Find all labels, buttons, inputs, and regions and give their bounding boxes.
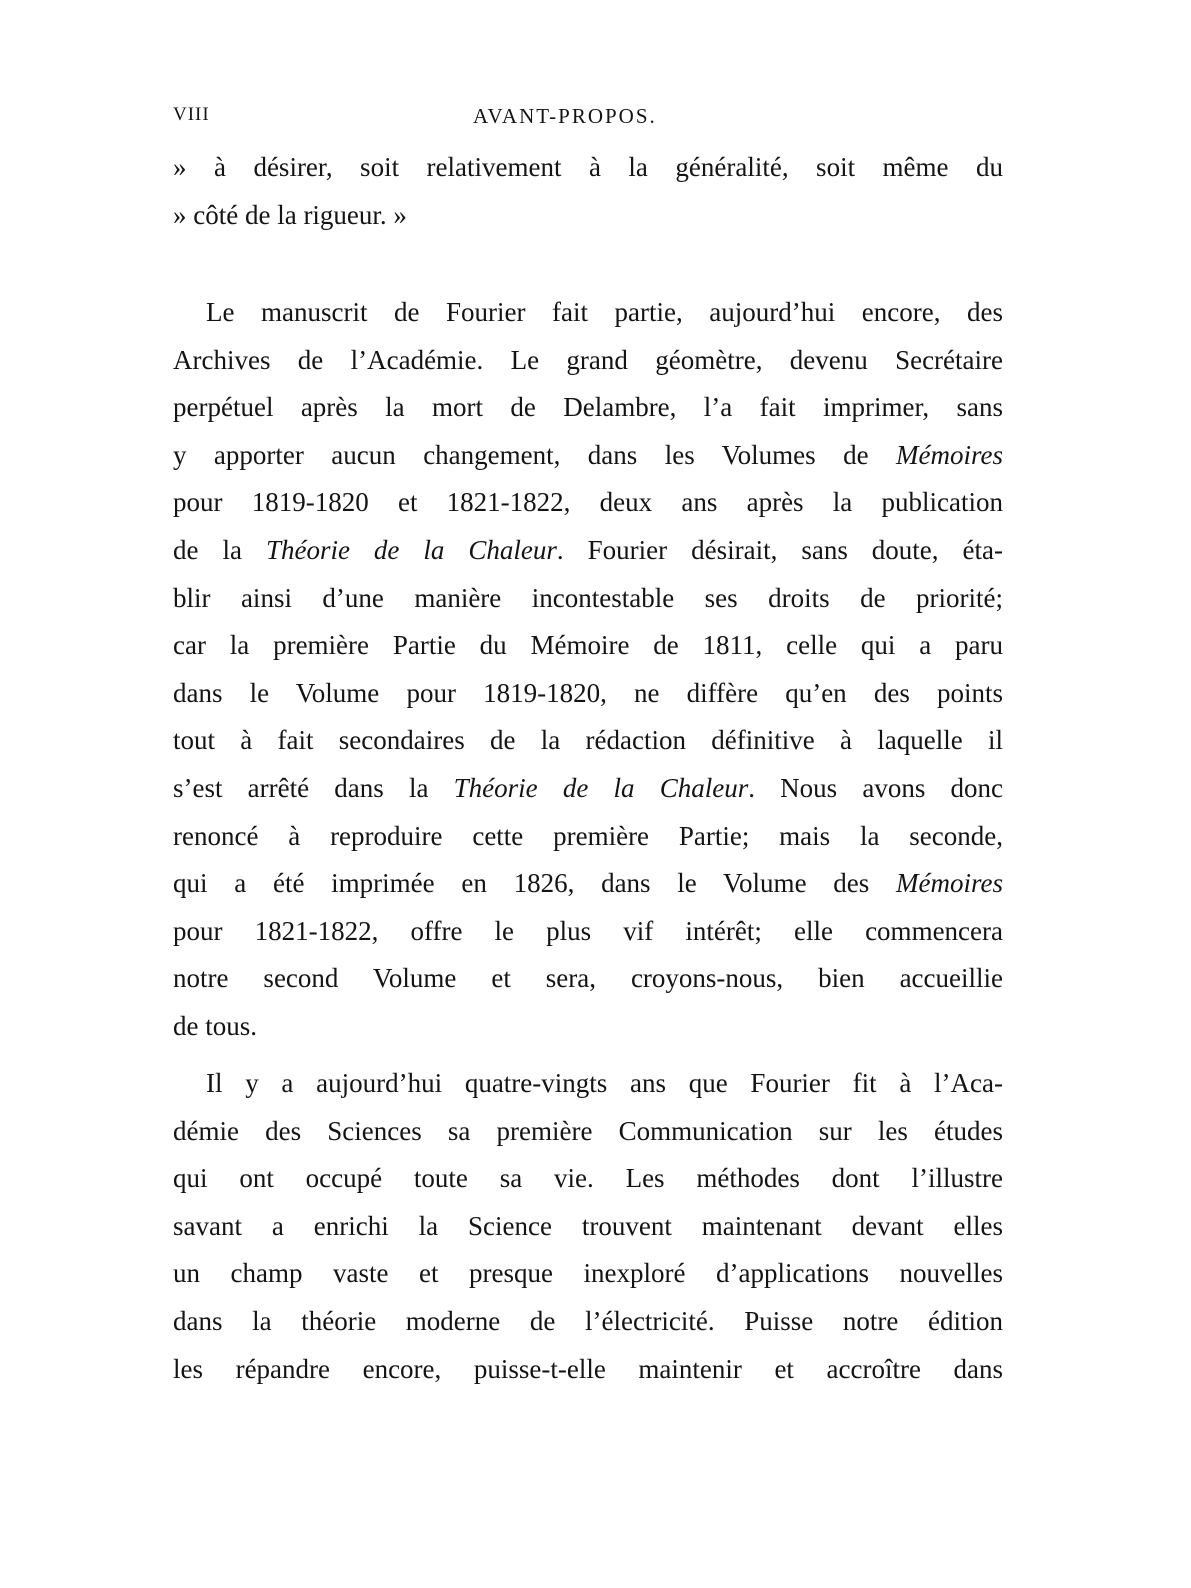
text-line <box>173 813 1003 861</box>
quote-continuation <box>173 144 1003 239</box>
text-line <box>173 860 1003 908</box>
text-line: démie des Sciences sa première Communication sur les études <box>173 1115 1003 1146</box>
text-run: blir ainsi d’une manière incontestable ses droits de priorité; <box>173 582 1003 613</box>
text-line <box>173 670 1003 718</box>
text-run: de tous. <box>173 1010 257 1041</box>
text-line <box>173 384 1003 432</box>
page-header <box>173 104 1003 134</box>
italic-title: Mémoires <box>896 439 1003 470</box>
text-run: notre second Volume et sera, croyons-nous, bien accueillie <box>173 963 1003 994</box>
text-line <box>173 765 1003 813</box>
text-line <box>173 479 1003 527</box>
text-run: qui a été imprimée en 1826, dans le Volume des <box>173 868 897 899</box>
running-head: AVANT-PROPOS. <box>473 104 657 128</box>
text-run: perpétuel après la mort de Delambre, l’a fait imprimer, sans <box>173 392 1003 423</box>
italic-title: Mémoires <box>896 868 1003 899</box>
text-line: qui ont occupé toute sa vie. Les méthodes dont l’illustre <box>173 1163 1003 1194</box>
text-line <box>173 622 1003 670</box>
text-run: pour 1821-1822, offre le plus vif intérêt; elle commencera <box>173 915 1003 946</box>
text-line: dans la théorie moderne de l’électricité. Puisse notre édition <box>173 1305 1003 1336</box>
text-line: Il y a aujourd’hui quatre-vingts ans que Fourier fit à l’Aca- <box>206 1068 1003 1098</box>
text-run: . Fourier désirait, sans doute, éta- <box>556 534 1003 565</box>
text-line: un champ vaste et presque inexploré d’applications nouvelles <box>173 1258 1003 1289</box>
text-run: Le manuscrit de Fourier fait partie, aujourd’hui encore, des <box>206 297 1003 327</box>
text-line: savant a enrichi la Science trouvent maintenant devant elles <box>173 1210 1003 1241</box>
text-line <box>173 432 1003 480</box>
text-run: renoncé à reproduire cette première Partie; mais la seconde, <box>173 820 1003 851</box>
text-line <box>173 575 1003 623</box>
italic-title: Théorie de la Chaleur <box>265 534 557 565</box>
text-run: tout à fait secondaires de la rédaction définitive à laquelle il <box>173 725 1003 756</box>
text-line <box>173 717 1003 765</box>
paragraph-eighty-years <box>173 1060 1003 1393</box>
text-line <box>173 337 1003 385</box>
text-run: Archives de l’Académie. Le grand géomètre, devenu Secrétaire <box>173 344 1003 375</box>
text-run: de la <box>173 534 266 565</box>
page-number: VIII <box>173 104 210 125</box>
text-run: pour 1819-1820 et 1821-1822, deux ans après la publication <box>173 487 1003 518</box>
paragraph-manuscript <box>173 289 1003 1051</box>
text-line: » à désirer, soit relativement à la généralité, soit même du <box>173 152 1003 182</box>
text-line <box>173 955 1003 1003</box>
italic-title: Théorie de la Chaleur <box>453 772 749 803</box>
text-run: s’est arrêté dans la <box>173 772 454 803</box>
text-line <box>173 289 1003 337</box>
text-run: dans le Volume pour 1819-1820, ne diffère qu’en des points <box>173 677 1003 708</box>
text-line: les répandre encore, puisse-t-elle maintenir et accroître dans <box>173 1353 1003 1384</box>
text-run: . Nous avons donc <box>748 772 1003 803</box>
text-line <box>173 527 1003 575</box>
text-run: car la première Partie du Mémoire de 1811, celle qui a paru <box>173 630 1003 661</box>
text-line <box>173 1003 1003 1051</box>
text-line: » côté de la rigueur. » <box>173 199 407 230</box>
text-run: y apporter aucun changement, dans les Volumes de <box>173 439 897 470</box>
text-line <box>173 908 1003 956</box>
